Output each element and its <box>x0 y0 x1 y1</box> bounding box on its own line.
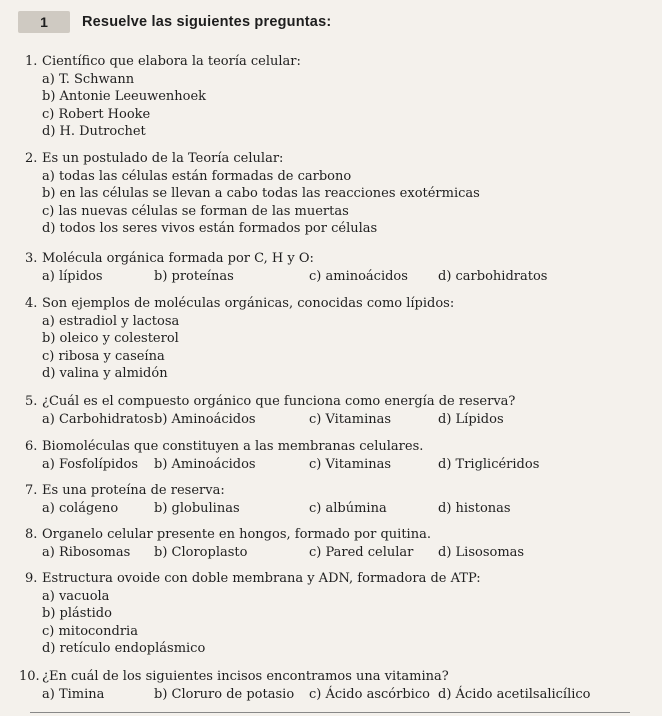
option-d: d) Lisosomas <box>438 544 525 560</box>
question-number: 3. <box>25 251 38 266</box>
question-2 <box>25 150 480 238</box>
options-row <box>25 500 511 518</box>
question-number: 5. <box>25 394 38 409</box>
option-c: c) albúmina <box>309 500 387 516</box>
option-c: c) ribosa y caseína <box>42 348 165 364</box>
option-a: a) T. Schwann <box>42 71 135 87</box>
option-b: b) en las células se llevan a cabo todas las reacciones exotérmicas <box>42 186 480 201</box>
option-d: d) histonas <box>438 500 511 516</box>
option-b: b) Cloroplasto <box>154 544 248 560</box>
options-row <box>25 544 525 562</box>
question-number: 8. <box>25 527 38 542</box>
section-header <box>18 10 331 34</box>
option-d: d) valina y almidón <box>42 366 168 381</box>
question-number: 1. <box>25 54 38 69</box>
option-b: b) Cloruro de potasio <box>154 686 295 702</box>
option-d: d) carbohidratos <box>438 268 548 284</box>
option-c: c) aminoácidos <box>309 268 408 284</box>
option-a: a) Timina <box>42 686 105 702</box>
question-text: ¿Cuál es el compuesto orgánico que funciona como energía de reserva? <box>42 394 516 409</box>
option-b: b) plástido <box>42 606 112 621</box>
option-a: a) lípidos <box>42 268 103 284</box>
option-c: c) Vitaminas <box>309 411 392 427</box>
question-text: Molécula orgánica formada por C, H y O: <box>42 251 314 266</box>
option-d: d) H. Dutrochet <box>42 124 146 139</box>
option-b: b) oleico y colesterol <box>42 331 179 346</box>
question-text: Es una proteína de reserva: <box>42 483 225 498</box>
option-d: d) Ácido acetilsalicílico <box>438 686 591 702</box>
option-d: d) retículo endoplásmico <box>42 641 206 656</box>
question-7 <box>25 482 511 517</box>
option-a: a) estradiol y lactosa <box>42 313 180 329</box>
question-number: 4. <box>25 296 38 311</box>
question-text: Biomoléculas que constituyen a las membranas celulares. <box>42 439 424 454</box>
question-1 <box>25 53 301 141</box>
option-a: a) Carbohidratos <box>42 411 154 427</box>
option-b: b) Aminoácidos <box>154 411 256 427</box>
question-4 <box>25 295 454 383</box>
question-9 <box>25 570 481 658</box>
option-d: d) Triglicéridos <box>438 456 540 472</box>
question-number: 7. <box>25 483 38 498</box>
options-row <box>25 456 540 474</box>
option-c: c) las nuevas células se forman de las muertas <box>42 203 349 219</box>
question-text: Estructura ovoide con doble membrana y ADN, formadora de ATP: <box>42 571 481 586</box>
option-c: c) Ácido ascórbico <box>309 686 430 702</box>
question-number: 2. <box>25 151 38 166</box>
options-row <box>25 268 548 286</box>
option-b: b) proteínas <box>154 268 234 284</box>
option-a: a) Ribosomas <box>42 544 131 560</box>
option-b: b) Aminoácidos <box>154 456 256 472</box>
bottom-divider <box>30 712 630 713</box>
question-10 <box>19 668 591 703</box>
options-row <box>25 686 591 704</box>
option-d: d) Lípidos <box>438 411 504 427</box>
question-8 <box>25 526 525 561</box>
question-3 <box>25 250 548 285</box>
question-text: Son ejemplos de moléculas orgánicas, conocidas como lípidos: <box>42 296 455 311</box>
option-a: a) colágeno <box>42 500 119 516</box>
option-c: c) Vitaminas <box>309 456 392 472</box>
question-5 <box>25 393 515 428</box>
option-d: d) todos los seres vivos están formados por células <box>42 221 378 236</box>
option-b: b) globulinas <box>154 500 240 516</box>
option-b: b) Antonie Leeuwenhoek <box>42 89 207 104</box>
question-number: 6. <box>25 439 38 454</box>
option-c: c) Pared celular <box>309 544 414 560</box>
option-a: a) todas las células están formadas de carbono <box>42 168 352 184</box>
option-a: a) vacuola <box>42 588 110 604</box>
option-a: a) Fosfolípidos <box>42 456 139 472</box>
options-row <box>25 411 515 429</box>
question-number: 9. <box>25 571 38 586</box>
option-c: c) Robert Hooke <box>42 106 151 122</box>
question-text: Organelo celular presente en hongos, formado por quitina. <box>42 527 431 542</box>
question-number: 10. <box>19 669 40 684</box>
section-title: Resuelve las siguientes preguntas: <box>82 14 332 30</box>
question-6 <box>25 438 540 473</box>
question-text: Científico que elabora la teoría celular: <box>42 54 301 69</box>
section-number-badge: 1 <box>18 11 70 33</box>
option-c: c) mitocondria <box>42 623 138 639</box>
question-text: Es un postulado de la Teoría celular: <box>42 151 284 166</box>
question-text: ¿En cuál de los siguientes incisos encontramos una vitamina? <box>42 669 449 684</box>
